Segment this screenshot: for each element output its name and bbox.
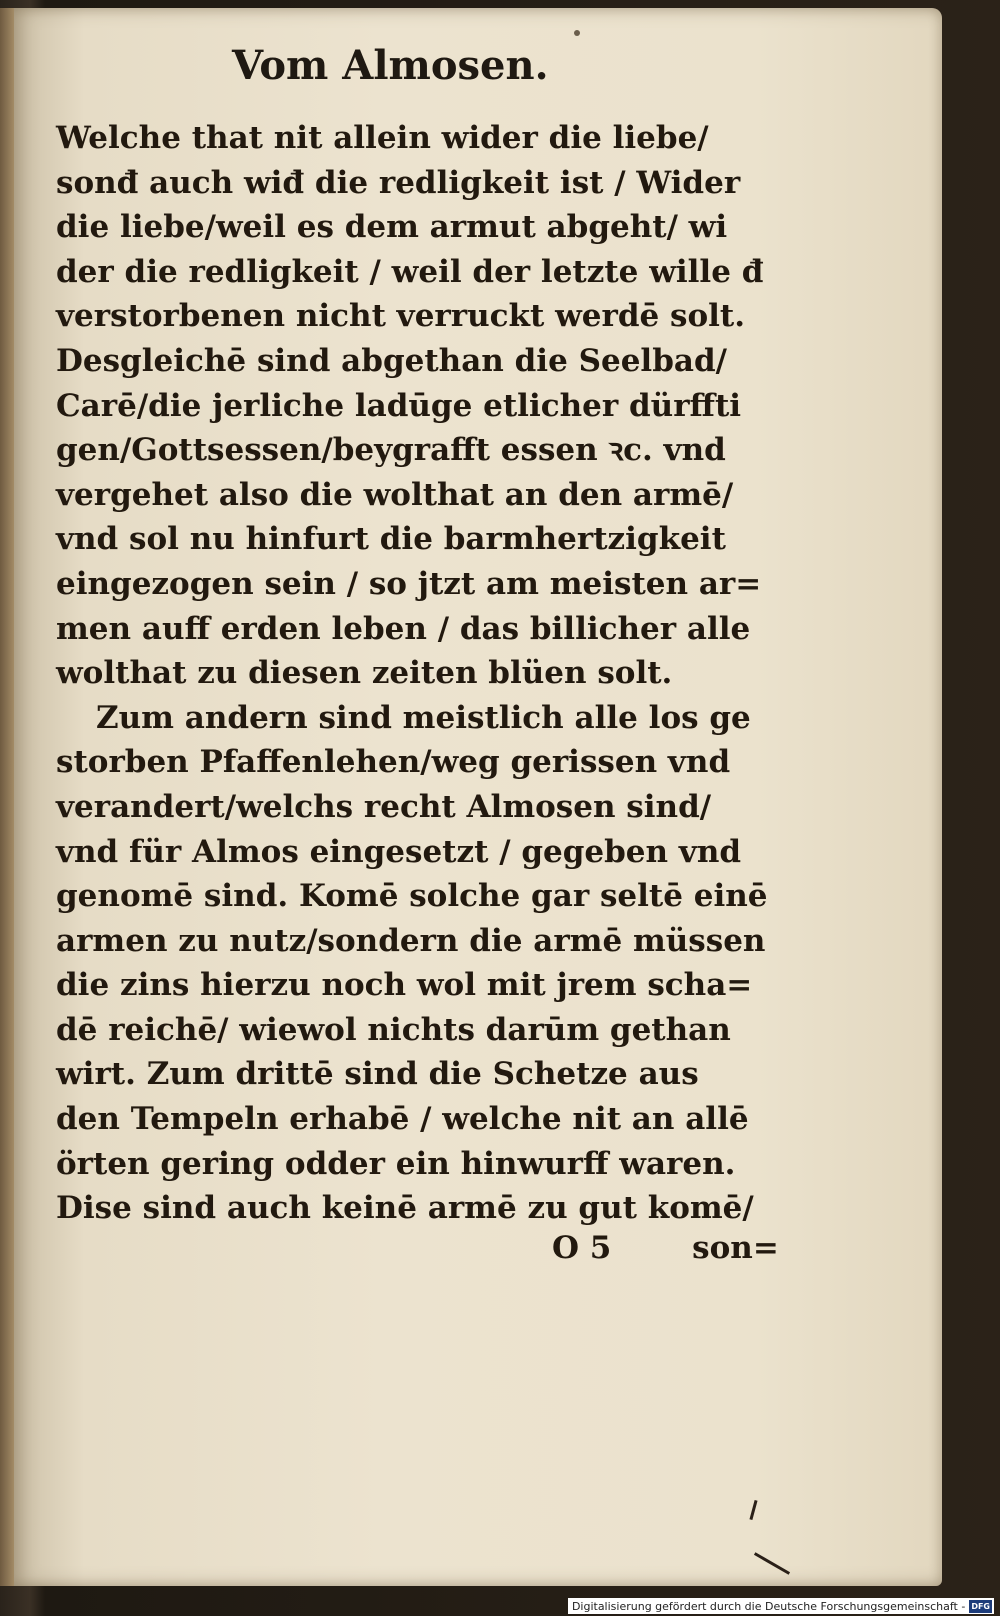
dfg-logo: DFG: [971, 1601, 990, 1611]
text-line: den Tempeln erhabē / welche nit an allē: [56, 1101, 749, 1138]
text-line: verstorbenen nicht verruckt werdē solt.: [56, 298, 746, 335]
text-line: dē reichē/ wiewol nichts darūm gethan: [56, 1011, 731, 1048]
text-line: Desgleichē sind abgethan die Seelbad/: [56, 342, 727, 379]
running-heading: [232, 42, 549, 89]
text-line: Welche that nit allein wider die liebe/: [56, 120, 709, 156]
text-line: der die redligkeit / weil der letzte wille đ: [56, 253, 764, 290]
text-line: gen/Gottsessen/beygrafft essen ꝛc. vnd: [56, 432, 726, 469]
text-line: wirt. Zum drittē sind die Schetze aus: [56, 1056, 699, 1093]
page-heading: Vom Almosen.: [232, 42, 549, 89]
text-line: eingezogen sein / so jtzt am meisten ar=: [56, 565, 762, 602]
page-edge: [0, 8, 14, 1586]
text-line: wolthat zu diesen zeiten blüen solt.: [56, 655, 673, 692]
text-line: vnd für Almos eingesetzt / gegeben vnd: [56, 833, 742, 870]
text-line: die zins hierzu noch wol mit jrem scha=: [56, 967, 753, 1004]
text-line: storben Pfaffenlehen/weg gerissen vnd: [56, 744, 731, 781]
footer-credit: Digitalisierung gefördert durch die Deutsche Forschungsgemeinschaft -: [571, 1599, 966, 1613]
body-text: [56, 116, 796, 1231]
catchword: son=: [692, 1230, 779, 1266]
text-line: die liebe/weil es dem armut abgeht/ wi: [56, 209, 728, 246]
text-line: vnd sol nu hinfurt die barmhertzigkeit: [56, 521, 726, 558]
text-line: Dise sind auch keinē armē zu gut komē/: [56, 1190, 754, 1227]
signature-line: [552, 1230, 779, 1266]
signature-mark: O 5: [552, 1230, 612, 1266]
text-line: Carē/die jerliche ladūge etlicher dürffti: [56, 387, 742, 424]
digitization-footer: [568, 1598, 994, 1614]
text-line: vergehet also die wolthat an den armē/: [56, 476, 734, 513]
text-line: Zum andern sind meistlich alle los ge: [96, 699, 751, 736]
text-line: sonđ auch wiđ die redligkeit ist / Wider: [56, 164, 741, 201]
text-line: men auff erden leben / das billicher alle: [56, 610, 751, 647]
text-line: genomē sind. Komē solche gar seltē einē: [56, 878, 768, 915]
ink-spot: [574, 30, 580, 36]
text-line: armen zu nutz/sondern die armē müssen: [56, 922, 766, 959]
text-line: örten gering odder ein hinwurff waren.: [56, 1145, 736, 1182]
text-line: verandert/welchs recht Almosen sind/: [56, 788, 712, 825]
